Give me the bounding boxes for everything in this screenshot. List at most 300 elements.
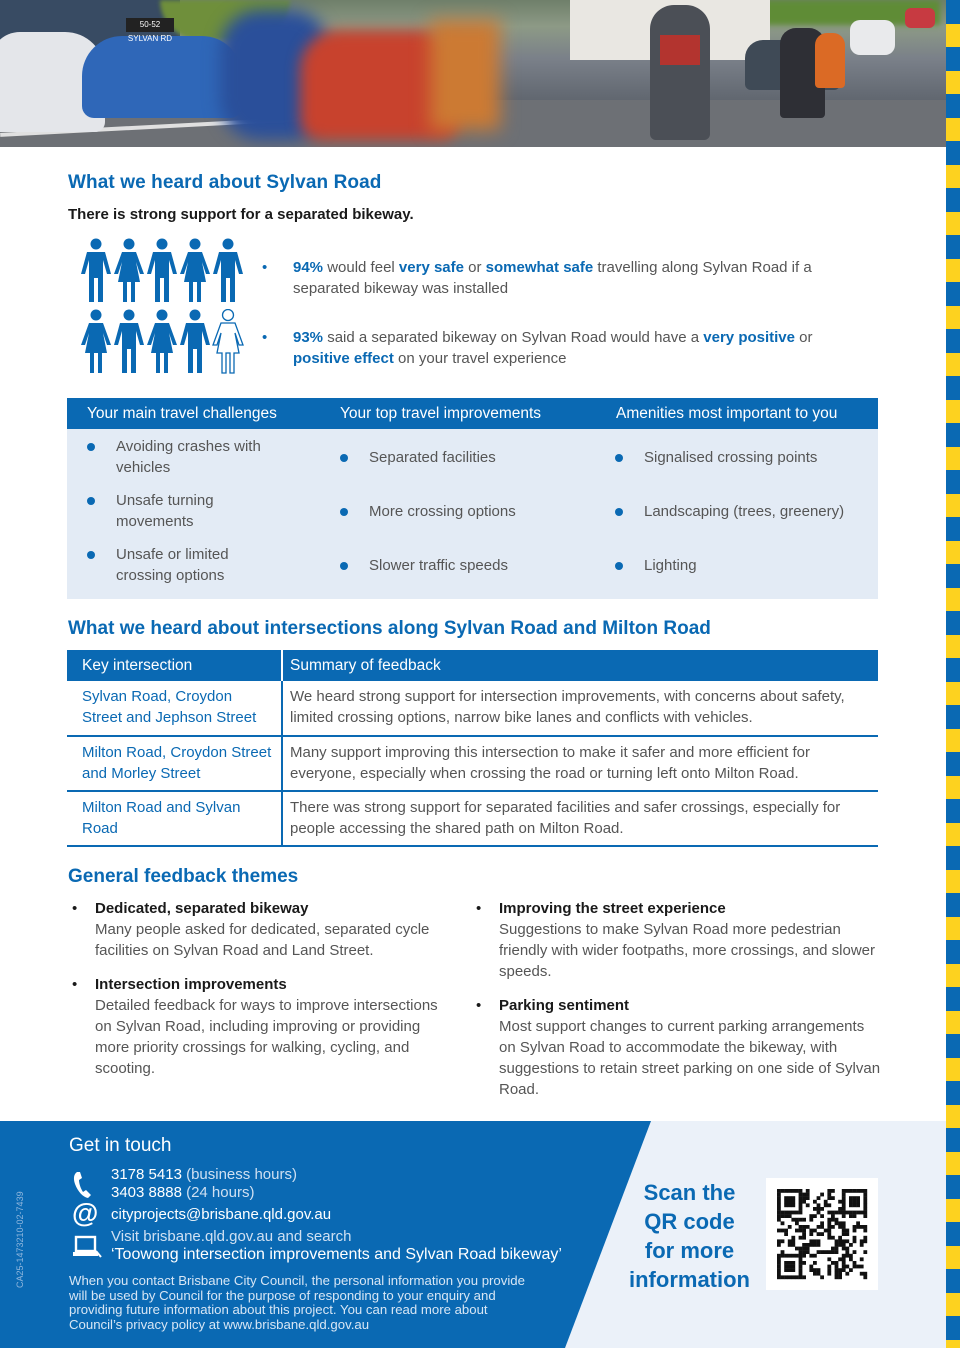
priorities-panel <box>67 398 878 599</box>
qr-module <box>842 1214 846 1218</box>
qr-module <box>817 1243 821 1247</box>
table-row <box>67 736 878 791</box>
priority-item-label: Separated facilities <box>369 449 496 466</box>
qr-module <box>842 1225 846 1229</box>
qr-code[interactable] <box>766 1178 878 1290</box>
qr-module <box>842 1239 846 1243</box>
website-visit-text: Visit brisbane.qld.gov.au and search <box>111 1228 352 1245</box>
theme-item <box>68 974 458 1079</box>
qr-module <box>838 1207 842 1211</box>
qr-module <box>781 1221 785 1225</box>
qr-module <box>784 1232 788 1236</box>
person-icon-filled <box>80 309 112 375</box>
qr-module <box>802 1200 806 1204</box>
theme-item <box>472 995 882 1100</box>
phone-line-1 <box>111 1166 297 1183</box>
qr-module <box>777 1196 781 1200</box>
qr-module <box>784 1189 788 1193</box>
qr-module <box>820 1232 824 1236</box>
qr-module <box>799 1207 803 1211</box>
qr-module <box>842 1229 846 1233</box>
feedback-summary: There was strong support for separated facilities and safer crossings, especially for people accessing the shared path on Milton Road. <box>282 791 878 846</box>
qr-module <box>863 1211 867 1215</box>
person-icon-filled <box>113 238 145 304</box>
qr-module <box>827 1236 831 1240</box>
qr-module <box>824 1203 828 1207</box>
qr-module <box>856 1211 860 1215</box>
qr-module <box>835 1265 839 1269</box>
qr-module <box>863 1272 867 1276</box>
qr-module <box>781 1250 785 1254</box>
qr-module <box>842 1203 846 1207</box>
qr-module <box>842 1196 846 1200</box>
website-search-term: ‘Toowong intersection improvements and Sylvan Road bikeway’ <box>111 1246 562 1263</box>
photo-cyclist-jersey <box>660 35 700 65</box>
priority-item-label: Lighting <box>644 557 697 574</box>
people-pictogram <box>80 238 250 378</box>
column-header-improvements: Your top travel improvements <box>340 405 542 422</box>
phone-number-link[interactable]: 3178 5413 <box>111 1166 182 1183</box>
qr-module <box>845 1229 849 1233</box>
qr-module <box>806 1250 810 1254</box>
bullet-icon <box>87 551 95 559</box>
qr-module <box>813 1268 817 1272</box>
theme-text: Most support changes to current parking arrangements on Sylvan Road to accommodate the bikeway, with suggestions to retain street parking on one side of Sylvan Road. <box>499 1018 881 1098</box>
qr-module <box>799 1254 803 1258</box>
qr-module <box>802 1193 806 1197</box>
bullet-icon <box>87 443 95 451</box>
qr-module <box>791 1196 795 1200</box>
priority-item-label: Unsafe turning movements <box>116 492 214 530</box>
qr-module <box>842 1247 846 1251</box>
qr-module <box>799 1275 803 1279</box>
qr-module <box>842 1207 846 1211</box>
qr-module <box>849 1254 853 1258</box>
bullet-icon <box>615 562 623 570</box>
qr-label-line: QR code <box>644 1209 735 1234</box>
column-header-amenities: Amenities most important to you <box>616 405 838 422</box>
qr-module <box>856 1265 860 1269</box>
section-title-sylvan-road: What we heard about Sylvan Road <box>68 172 382 193</box>
theme-text: Detailed feedback for ways to improve intersections on Sylvan Road, including improving or providing more priority crossings for walking, cycling, and scooting. <box>95 997 438 1077</box>
qr-module <box>838 1221 842 1225</box>
qr-module <box>863 1189 867 1193</box>
qr-module <box>838 1239 842 1243</box>
qr-module <box>781 1214 785 1218</box>
statistic-text: or <box>795 329 813 346</box>
priority-item <box>87 436 277 478</box>
qr-module <box>827 1272 831 1276</box>
qr-module <box>784 1196 788 1200</box>
qr-module <box>802 1250 806 1254</box>
priority-item <box>340 501 580 522</box>
bullet-icon <box>340 508 348 516</box>
qr-module <box>853 1265 857 1269</box>
qr-module <box>835 1247 839 1251</box>
qr-module <box>842 1257 846 1261</box>
qr-module <box>813 1261 817 1265</box>
qr-module <box>791 1265 795 1269</box>
qr-module <box>838 1225 842 1229</box>
qr-module <box>795 1254 799 1258</box>
qr-module <box>863 1207 867 1211</box>
qr-module <box>827 1225 831 1229</box>
at-sign-icon: @ <box>72 1198 99 1228</box>
qr-module <box>842 1193 846 1197</box>
qr-module <box>799 1211 803 1215</box>
computer-icon <box>72 1235 102 1264</box>
statistic-text: would feel <box>323 259 399 276</box>
qr-module <box>838 1211 842 1215</box>
qr-module <box>784 1229 788 1233</box>
highlighted-text: 93% <box>293 329 324 346</box>
qr-module <box>849 1200 853 1204</box>
photo-red-car <box>905 8 935 28</box>
qr-module <box>842 1265 846 1269</box>
highlighted-text: positive effect <box>293 350 394 367</box>
qr-module <box>817 1272 821 1276</box>
qr-module <box>860 1189 864 1193</box>
qr-module <box>849 1243 853 1247</box>
qr-module <box>863 1225 867 1229</box>
qr-module <box>777 1229 781 1233</box>
qr-module <box>827 1257 831 1261</box>
qr-module <box>860 1272 864 1276</box>
decorative-side-stripe <box>946 0 960 1348</box>
priority-item-label: Landscaping (trees, greenery) <box>644 503 845 520</box>
qr-module <box>827 1218 831 1222</box>
qr-module <box>835 1268 839 1272</box>
qr-module <box>777 1218 781 1222</box>
qr-module <box>791 1275 795 1279</box>
qr-module <box>820 1214 824 1218</box>
qr-module <box>838 1272 842 1276</box>
qr-module <box>799 1247 803 1251</box>
qr-module <box>838 1268 842 1272</box>
qr-module <box>817 1196 821 1200</box>
qr-module <box>813 1200 817 1204</box>
qr-module <box>795 1189 799 1193</box>
qr-module <box>791 1218 795 1222</box>
hero-photo <box>0 0 946 147</box>
priority-item <box>340 447 580 468</box>
qr-module <box>777 1254 781 1258</box>
qr-module <box>784 1214 788 1218</box>
website-instruction <box>111 1228 351 1245</box>
priority-item <box>615 555 875 576</box>
qr-module <box>842 1232 846 1236</box>
qr-module <box>824 1250 828 1254</box>
qr-module <box>860 1225 864 1229</box>
qr-module <box>809 1214 813 1218</box>
theme-item <box>68 898 458 961</box>
qr-module <box>788 1239 792 1243</box>
qr-module <box>817 1225 821 1229</box>
person-icon-filled <box>113 309 145 375</box>
qr-module <box>777 1214 781 1218</box>
intersections-table <box>67 650 878 847</box>
qr-module <box>777 1200 781 1204</box>
qr-module <box>827 1196 831 1200</box>
qr-module <box>827 1229 831 1233</box>
qr-module <box>845 1265 849 1269</box>
qr-module <box>853 1189 857 1193</box>
qr-module <box>777 1257 781 1261</box>
qr-module <box>835 1218 839 1222</box>
qr-module <box>824 1200 828 1204</box>
qr-module <box>838 1236 842 1240</box>
qr-module <box>863 1236 867 1240</box>
priority-item-label: Unsafe or limited crossing options <box>116 546 229 584</box>
qr-module <box>795 1211 799 1215</box>
qr-module <box>863 1200 867 1204</box>
qr-module <box>791 1203 795 1207</box>
qr-module <box>809 1265 813 1269</box>
qr-module <box>820 1207 824 1211</box>
qr-module <box>842 1221 846 1225</box>
qr-module <box>788 1275 792 1279</box>
qr-module <box>827 1211 831 1215</box>
qr-module <box>799 1200 803 1204</box>
qr-module <box>777 1265 781 1269</box>
column-header-intersection: Key intersection <box>67 650 282 681</box>
qr-module <box>835 1211 839 1215</box>
qr-module <box>802 1275 806 1279</box>
qr-module <box>799 1236 803 1240</box>
qr-module <box>777 1207 781 1211</box>
qr-module <box>827 1232 831 1236</box>
qr-module <box>827 1268 831 1272</box>
theme-title: • Intersection improvements <box>95 976 287 993</box>
qr-module <box>849 1268 853 1272</box>
qr-module <box>791 1189 795 1193</box>
qr-module <box>777 1261 781 1265</box>
phone-line-2 <box>111 1184 254 1201</box>
qr-module <box>788 1203 792 1207</box>
qr-module <box>799 1261 803 1265</box>
qr-module <box>806 1196 810 1200</box>
qr-module <box>835 1275 839 1279</box>
bullet-icon <box>87 497 95 505</box>
qr-module <box>856 1189 860 1193</box>
table-header-row <box>67 650 878 681</box>
qr-module <box>845 1189 849 1193</box>
person-icon-filled <box>146 309 178 375</box>
qr-module <box>842 1189 846 1193</box>
qr-module <box>777 1211 781 1215</box>
qr-label-line: Scan the <box>643 1180 736 1205</box>
priority-item <box>615 501 875 522</box>
highlighted-text: 94% <box>293 259 324 276</box>
qr-module <box>849 1211 853 1215</box>
qr-module <box>853 1214 857 1218</box>
qr-module <box>849 1203 853 1207</box>
theme-title: • Improving the street experience <box>499 900 726 917</box>
photo-street-sign: 50-52 SYLVAN RD <box>127 20 173 43</box>
intersection-name: Milton Road, Croydon Street and Morley Street <box>67 736 282 791</box>
qr-module <box>788 1261 792 1265</box>
qr-module <box>809 1232 813 1236</box>
qr-module <box>849 1196 853 1200</box>
qr-module <box>853 1196 857 1200</box>
qr-module <box>799 1272 803 1276</box>
qr-module <box>809 1218 813 1222</box>
statistic-text: or <box>463 259 486 276</box>
qr-module <box>853 1236 857 1240</box>
phone-number-link[interactable]: 3403 8888 <box>111 1184 182 1201</box>
qr-module <box>817 1207 821 1211</box>
qr-module <box>788 1196 792 1200</box>
qr-module <box>838 1275 842 1279</box>
qr-module <box>860 1257 864 1261</box>
qr-module <box>781 1275 785 1279</box>
qr-module <box>863 1229 867 1233</box>
qr-module <box>835 1261 839 1265</box>
qr-module <box>827 1250 831 1254</box>
qr-module <box>817 1211 821 1215</box>
statistic-item <box>262 327 862 369</box>
qr-module <box>863 1250 867 1254</box>
qr-module <box>806 1189 810 1193</box>
qr-module <box>838 1200 842 1204</box>
qr-module <box>802 1232 806 1236</box>
qr-module <box>856 1203 860 1207</box>
qr-module <box>788 1265 792 1269</box>
statistic-text: on your travel experience <box>393 350 567 367</box>
qr-module <box>849 1257 853 1261</box>
qr-module <box>842 1254 846 1258</box>
statistics-list <box>262 257 862 397</box>
qr-module <box>777 1275 781 1279</box>
priority-item <box>87 544 277 586</box>
qr-module <box>791 1243 795 1247</box>
qr-module <box>809 1268 813 1272</box>
qr-module <box>791 1261 795 1265</box>
qr-module <box>845 1272 849 1276</box>
qr-module <box>784 1261 788 1265</box>
qr-module <box>806 1203 810 1207</box>
qr-module <box>849 1189 853 1193</box>
qr-module <box>820 1221 824 1225</box>
qr-module <box>853 1225 857 1229</box>
qr-module <box>856 1196 860 1200</box>
qr-module <box>831 1196 835 1200</box>
qr-module <box>813 1243 817 1247</box>
qr-module <box>806 1193 810 1197</box>
qr-module <box>781 1239 785 1243</box>
qr-module <box>820 1225 824 1229</box>
qr-module <box>799 1203 803 1207</box>
qr-module <box>820 1250 824 1254</box>
qr-module <box>842 1200 846 1204</box>
section-subtitle: There is strong support for a separated bikeway. <box>68 206 414 223</box>
qr-module <box>802 1236 806 1240</box>
qr-module <box>835 1250 839 1254</box>
priority-item-label: Avoiding crashes with vehicles <box>116 438 261 476</box>
qr-module <box>791 1200 795 1204</box>
theme-text: Many people asked for dedicated, separated cycle facilities on Sylvan Road and Land Street. <box>95 921 430 959</box>
email-link[interactable]: cityprojects@brisbane.qld.gov.au <box>111 1206 332 1223</box>
qr-module <box>827 1189 831 1193</box>
qr-module <box>860 1239 864 1243</box>
qr-module <box>831 1247 835 1251</box>
person-icon-filled <box>179 238 211 304</box>
qr-module <box>860 1265 864 1269</box>
column-header-challenges: Your main travel challenges <box>87 405 277 422</box>
qr-module <box>813 1214 817 1218</box>
qr-module <box>784 1211 788 1215</box>
qr-module <box>777 1268 781 1272</box>
qr-module <box>809 1243 813 1247</box>
qr-module <box>863 1275 867 1279</box>
qr-module <box>791 1236 795 1240</box>
qr-module <box>835 1239 839 1243</box>
qr-module <box>802 1243 806 1247</box>
bullet-icon <box>340 562 348 570</box>
table-row <box>67 681 878 736</box>
qr-module <box>842 1268 846 1272</box>
contact-title: Get in touch <box>69 1135 172 1156</box>
table-row <box>67 791 878 846</box>
intersection-name: Sylvan Road, Croydon Street and Jephson Street <box>67 681 282 736</box>
qr-module <box>799 1225 803 1229</box>
phone-hours-note: (24 hours) <box>186 1184 255 1201</box>
qr-module <box>788 1225 792 1229</box>
photo-cyclist <box>815 33 845 88</box>
qr-module <box>845 1254 849 1258</box>
qr-module <box>817 1239 821 1243</box>
qr-module <box>845 1250 849 1254</box>
qr-module <box>842 1261 846 1265</box>
qr-module <box>799 1218 803 1222</box>
qr-module <box>791 1268 795 1272</box>
qr-module <box>802 1229 806 1233</box>
qr-module <box>845 1211 849 1215</box>
qr-module <box>784 1203 788 1207</box>
qr-module <box>863 1203 867 1207</box>
statistic-text: travelling along Sylvan Road if a separated bikeway was installed <box>293 259 812 297</box>
qr-module <box>835 1243 839 1247</box>
qr-module <box>781 1254 785 1258</box>
qr-module <box>784 1265 788 1269</box>
qr-module <box>788 1200 792 1204</box>
priority-item <box>340 555 580 576</box>
privacy-statement: When you contact Brisbane City Council, the personal information you provide will be used by Council for the purpose of responding to your enquiry and providing future information about this project. You can read more about Council’s privacy policy at www.brisbane.qld.gov.au <box>69 1273 525 1332</box>
qr-module <box>813 1239 817 1243</box>
feedback-summary: Many support improving this intersection to make it safer and more efficient for everyone, especially when crossing the road or turning left onto Milton Road. <box>282 736 878 791</box>
statistic-item <box>262 257 862 299</box>
qr-module <box>791 1254 795 1258</box>
qr-module <box>788 1254 792 1258</box>
qr-module <box>838 1243 842 1247</box>
section-title-intersections: What we heard about intersections along Sylvan Road and Milton Road <box>68 618 711 639</box>
qr-module <box>802 1196 806 1200</box>
qr-module <box>791 1211 795 1215</box>
qr-module <box>813 1207 817 1211</box>
qr-module <box>799 1257 803 1261</box>
section-title-themes: General feedback themes <box>68 866 299 887</box>
qr-module <box>795 1221 799 1225</box>
qr-module <box>809 1229 813 1233</box>
qr-module <box>777 1272 781 1276</box>
bullet-icon <box>340 454 348 462</box>
qr-module <box>788 1243 792 1247</box>
qr-module <box>802 1218 806 1222</box>
qr-module <box>777 1193 781 1197</box>
qr-call-to-action <box>622 1178 757 1294</box>
qr-module <box>806 1243 810 1247</box>
feedback-summary: We heard strong support for intersection improvements, with concerns about safety, limited crossing options, narrow bike lanes and conflicts with vehicles. <box>282 681 878 736</box>
